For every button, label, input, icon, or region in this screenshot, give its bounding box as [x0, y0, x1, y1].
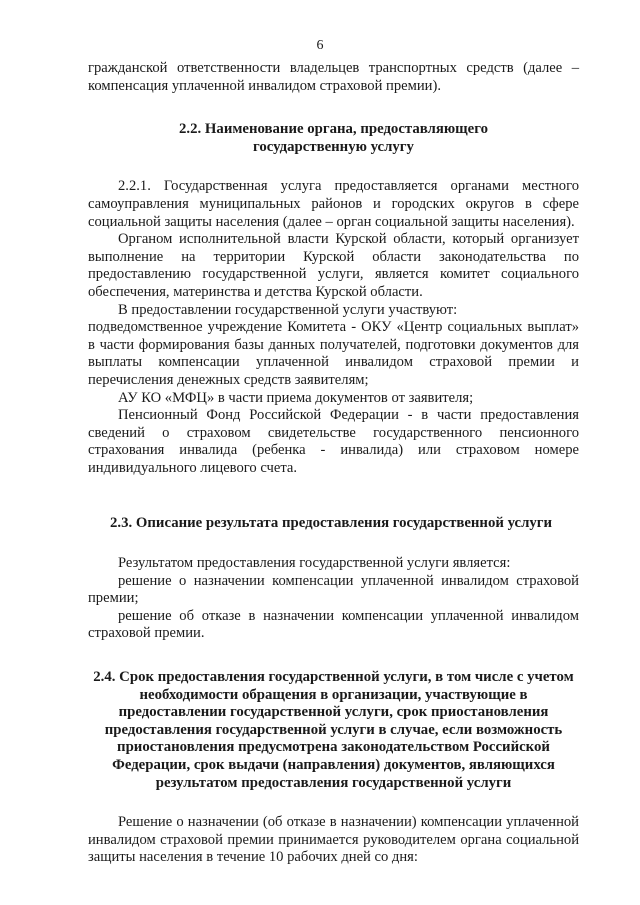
- paragraph-mfc: АУ КО «МФЦ» в части приема документов от заявителя;: [118, 389, 474, 406]
- page-number: 6: [316, 38, 324, 53]
- section-2-4: [88, 669, 579, 867]
- section-2-3-heading: 2.3. Описание результата предоставления государственной услуги: [110, 515, 553, 532]
- paragraph-result-approval: решение о назначении компенсации уплаченной инвалидом страховой премии;: [88, 572, 579, 607]
- paragraph-executive-body: Органом исполнительной власти Курской области, который организует выполнение на территории Курской области законодательства по предоставлению государственной услуги, является комитет социального обеспечения, материнства и детства Курской области.: [88, 231, 579, 300]
- document-body: [88, 60, 579, 867]
- section-2-3: [88, 515, 579, 643]
- section-2-4-heading: 2.4. Срок предоставления государственной услуги, в том числе с учетом необходимости обращения в организации, участвующие в предоставлении государственной услуги, срок приостановления предоставления государственной услуги в случае, если возможность приостановления предусмотрена законодательством Российской Федерации, срок выдачи (направления) документов, являющихся результатом предоставления государственной услуги: [93, 669, 574, 791]
- paragraph-result: Результатом предоставления государственной услуги является:: [118, 555, 511, 572]
- section-2-2: [88, 121, 579, 477]
- paragraph-pension-fund: Пенсионный Фонд Российской Федерации - в части предоставления сведений о страховом свидетельстве государственного пенсионного страхования инвалида (ребенка - инвалида) или страховом номере индивидуального лицевого счета.: [88, 407, 579, 476]
- section-2-2-heading: 2.2. Наименование органа, предоставляющего государственную услугу: [179, 121, 488, 155]
- paragraph-2-2-1: 2.2.1. Государственная услуга предоставляется органами местного самоуправления муниципальных районов и городских округов в сфере социальной защиты населения (далее – орган социальной защиты населения).: [88, 178, 579, 230]
- intro-paragraph: гражданской ответственности владельцев транспортных средств (далее – компенсация уплаченной инвалидом страховой премии).: [88, 60, 579, 94]
- paragraph-oku-center: подведомственное учреждение Комитета - ОКУ «Центр социальных выплат» в части формирования базы данных получателей, подготовки документов для выплаты компенсации уплаченной инвалидом страховой премии и перечисления денежных средств заявителям;: [88, 319, 579, 388]
- paragraph-result-refusal: решение об отказе в назначении компенсации уплаченной инвалидом страховой премии.: [88, 607, 579, 642]
- paragraph-decision-term: Решение о назначении (об отказе в назначении) компенсации уплаченной инвалидом страховой премии принимается руководителем органа социальной защиты населения в течение 10 рабочих дней со дня:: [88, 814, 579, 866]
- paragraph-participants: В предоставлении государственной услуги участвуют:: [118, 301, 458, 318]
